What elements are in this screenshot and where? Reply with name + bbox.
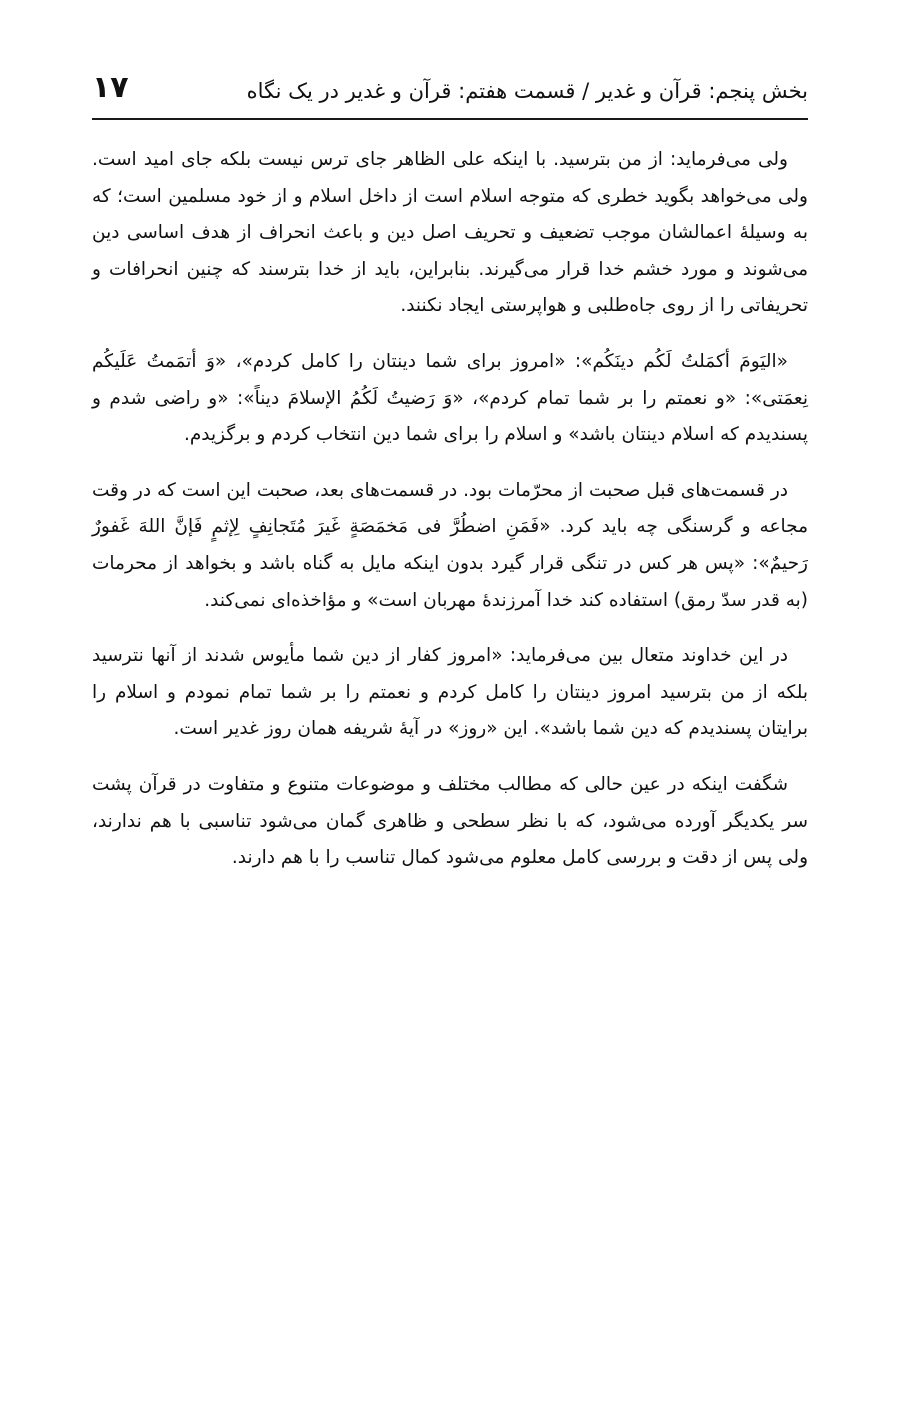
- chapter-title: بخش پنجم: قرآن و غدیر / قسمت هفتم: قرآن و غدیر در یک نگاه: [246, 79, 808, 103]
- running-header: [92, 70, 808, 118]
- paragraph-3: در قسمت‌های قبل صحبت از محرّمات بود. در قسمت‌های بعد، صحبت این است که در وقت مجاعه و گرسنگی چه باید کرد. «فَمَنِ اضطُرَّ فی مَخمَصَةٍ غَیرَ مُتَجانِفٍ لِإثمٍ فَإنَّ اللهَ غَفورٌ رَحیمٌ»: «پس هر کس در تنگی قرار گیرد بدون اینکه مایل به گناه باشد و بخواهد از محرمات (به قدر سدّ رمق) استفاده کند خدا آمرزندهٔ مهربان است» و مؤاخذه‌ای نمی‌کند.: [92, 479, 808, 611]
- paragraph-2: «الیَومَ أکمَلتُ لَکُم دینَکُم»: «امروز برای شما دینتان را کامل کردم»، «وَ أتمَمتُ عَلَیکُم نِعمَتی»: «و نعمتم را بر شما تمام کردم»، «وَ رَضیتُ لَکُمُ الإسلامَ دیناً»: «و راضی شدم و پسندیدم که اسلام دینتان باشد» و اسلام را برای شما دین انتخاب کردم و برگزیدم.: [92, 350, 808, 446]
- paragraph-5: شگفت اینکه در عین حالی که مطالب مختلف و موضوعات متنوع و متفاوت در قرآن پشت سر یکدیگر آورده می‌شود، که با نظر سطحی و ظاهری گمان می‌شود تناسبی با هم ندارند، ولی پس از دقت و بررسی کامل معلوم می‌شود کمال تناسب را با هم دارند.: [92, 773, 808, 869]
- paragraph-1: ولی می‌فرماید: از من بترسید. با اینکه علی الظاهر جای ترس نیست بلکه جای امید است. ولی می‌خواهد بگوید خطری که متوجه اسلام است از داخل اسلام و از خود مسلمین است؛ که به وسیلهٔ اعمالشان موجب تضعیف و تحریف اصل دین و باعث انحراف از هدف اساسی دین می‌شوند و مورد خشم خدا قرار می‌گیرند. بنابراین، باید از خدا بترسند که چنین انحرافات و تحریفاتی را از روی جاه‌طلبی و هواپرستی ایجاد نکنند.: [92, 149, 808, 317]
- page-number: ۱۷: [92, 70, 129, 105]
- body-text: [92, 142, 808, 877]
- paragraph-4: در این خداوند متعال بین می‌فرماید: «امروز کفار از دین شما مأیوس شدند از آنها نترسید بلکه از من بترسید امروز دینتان را کامل کردم و نعمتم را بر شما تمام نمودم و اسلام را برایتان پسندیدم که دین شما باشد». این «روز» در آیهٔ شریفه همان روز غدیر است.: [92, 645, 808, 740]
- header-divider: [92, 118, 808, 120]
